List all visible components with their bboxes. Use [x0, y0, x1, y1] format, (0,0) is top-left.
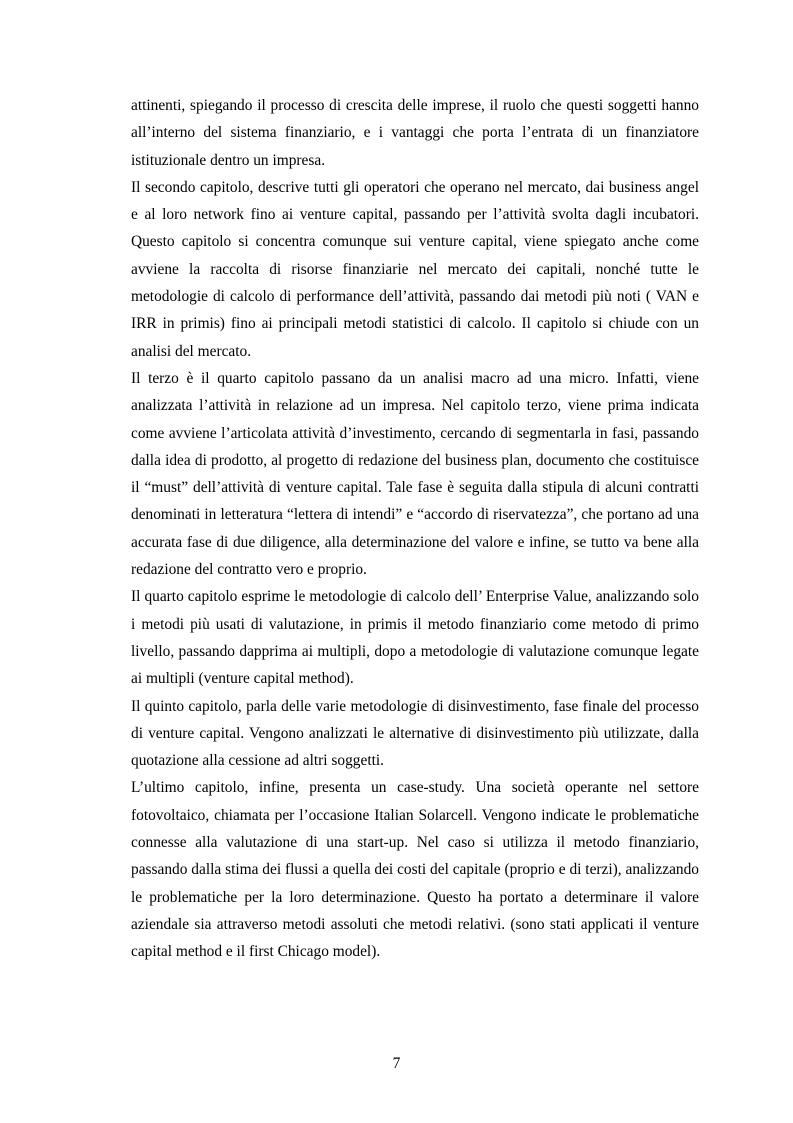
paragraph-fifth-chapter: Il quinto capitolo, parla delle varie metodologie di disinvestimento, fase finale del processo di venture capital. Vengono analizzati le alternative di disinvestimento più utilizzate, dalla quotazione alla cessione ad altri soggetti.: [131, 697, 699, 770]
body-text: [131, 92, 699, 966]
paragraph-last-chapter: L’ultimo capitolo, infine, presenta un case-study. Una società operante nel settore fotovoltaico, chiamata per l’occasione Italian Solarcell. Vengono indicate le problematiche connesse alla valutazione di una start-up. Nel caso si utilizza il metodo finanziario, passando dalla stima dei flussi a quella dei costi del capitale (proprio e di terzi), analizzando le problematiche per la loro determinazione. Questo ha portato a determinare il valore aziendale sia attraverso metodi assoluti che metodi relativi. (sono stati applicati il venture capital method e il first Chicago model).: [131, 779, 699, 961]
paragraph-intro-continuation: attinenti, spiegando il processo di crescita delle imprese, il ruolo che questi soggetti hanno all’interno del sistema finanziario, e i vantaggi che porta l’entrata di un finanziatore istituzionale dentro un impresa.: [131, 97, 699, 169]
paragraph-fourth-chapter: Il quarto capitolo esprime le metodologie di calcolo dell’ Enterprise Value, analizzando solo i metodi più usati di valutazione, in primis il metodo finanziario come metodo di primo livello, passando dapprima ai multipli, dopo a metodologie di valutazione comunque legate ai multipli (venture capital method).: [131, 588, 699, 688]
paragraph-third-fourth-chapter: Il terzo è il quarto capitolo passano da un analisi macro ad una micro. Infatti, viene analizzata l’attività in relazione ad un impresa. Nel capitolo terzo, viene prima indicata come avviene l’articolata attività d’investimento, cercando di segmentarla in fasi, passando dalla idea di prodotto, al progetto di redazione del business plan, documento che costituisce il “must” dell’attività di venture capital. Tale fase è seguita dalla stipula di alcuni contratti denominati in letteratura “lettera di intendi” e “accordo di riservatezza”, che portano ad una accurata fase di due diligence, alla determinazione del valore e infine, se tutto va bene alla redazione del contratto vero e proprio.: [131, 369, 699, 579]
page-number: 7: [392, 1055, 401, 1072]
paragraph-second-chapter: Il secondo capitolo, descrive tutti gli operatori che operano nel mercato, dai business angel e al loro network fino ai venture capital, passando per l’attività svolta dagli incubatori. Questo capitolo si concentra comunque sui venture capital, viene spiegato anche come avviene la raccolta di risorse finanziarie nel mercato dei capitali, nonché tutte le metodologie di calcolo di performance dell’attività, passando dai metodi più noti ( VAN e IRR in primis) fino ai principali metodi statistici di calcolo. Il capitolo si chiude con un analisi del mercato.: [131, 178, 699, 360]
